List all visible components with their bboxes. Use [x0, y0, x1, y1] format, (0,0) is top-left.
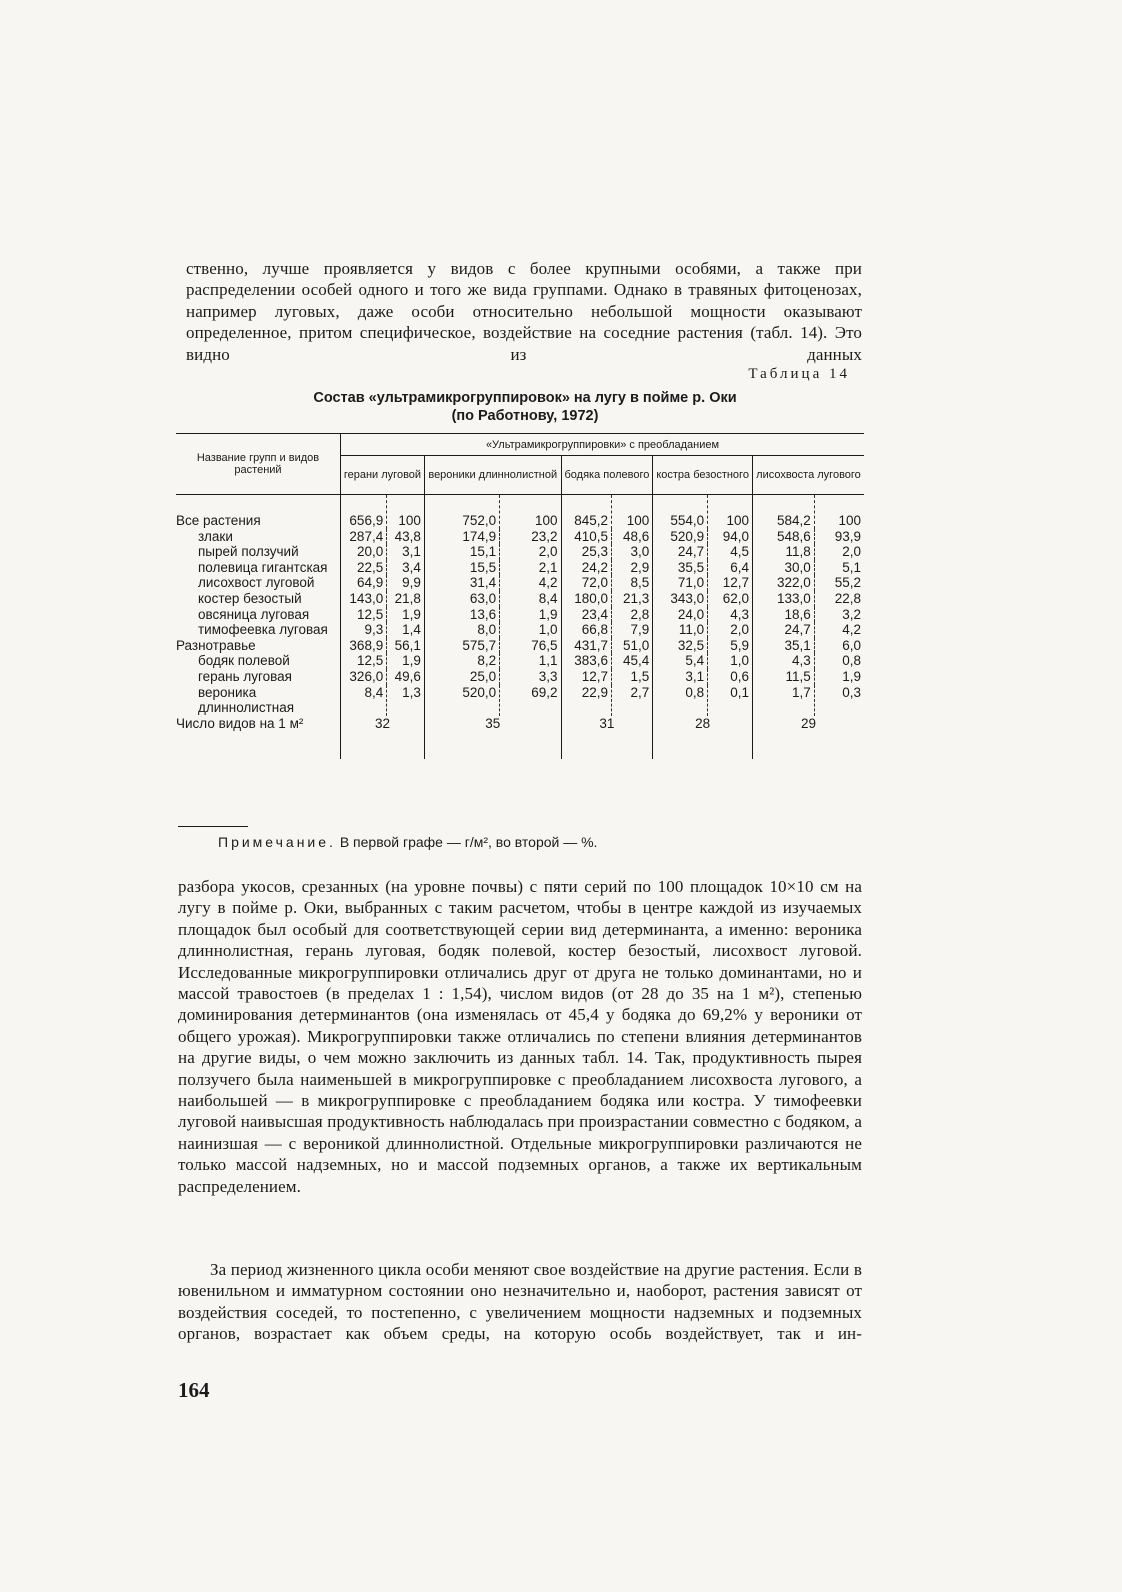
species-count-cell: 29 [752, 716, 864, 732]
percent-cell: 2,0 [708, 622, 753, 638]
table-row [176, 544, 864, 560]
percent-cell: 2,9 [612, 560, 653, 576]
paragraph-bottom: За период жизненного цикла особи меняют свое воздействие на другие растения. Если в ювенильном и имматурном состоянии оно незначительно и, наоборот, растения зависят от воздействия соседей, то постепенно, с увеличением мощности надземных и подземных органов, возрастает как объем среды, на которую особь воздействует, так и ин- [178, 1260, 862, 1344]
percent-cell: 1,9 [500, 607, 561, 623]
percent-cell: 45,4 [612, 653, 653, 669]
mass-cell: 24,0 [653, 607, 708, 623]
mass-cell: 22,9 [561, 685, 612, 716]
species-count-cell: 35 [424, 716, 561, 732]
spacer-cell [653, 731, 753, 759]
row-name [176, 622, 341, 638]
row-name [176, 495, 341, 529]
percent-cell: 48,6 [612, 529, 653, 545]
mass-cell: 383,6 [561, 653, 612, 669]
mass-cell: 11,5 [752, 669, 814, 685]
mass-cell: 752,0 [424, 495, 499, 529]
mass-cell: 25,0 [424, 669, 499, 685]
mass-cell: 8,2 [424, 653, 499, 669]
species-count-cell: 32 [341, 716, 425, 732]
row-name-text: тимофеевка луговая [198, 622, 328, 638]
percent-cell: 1,9 [814, 669, 864, 685]
mass-cell: 322,0 [752, 575, 814, 591]
percent-cell: 21,8 [387, 591, 425, 607]
percent-cell: 1,1 [500, 653, 561, 669]
paragraph-top: ственно, лучше проявляется у видов с более крупными особями, а также при распределении особей одного и того же вида группами. Однако в травяных фитоценозах, например луговых, даже особи относительно небольшой мощности оказывают определенное, притом специфическое, воздействие на соседние растения (табл. 14). Это видно из данных [186, 259, 862, 364]
mass-cell: 368,9 [341, 638, 387, 654]
table-row [176, 591, 864, 607]
percent-cell: 5,1 [814, 560, 864, 576]
table-caption-line2: (по Работнову, 1972) [451, 408, 599, 424]
species-header: лисохвоста лугового [752, 456, 864, 495]
table-note [218, 834, 597, 850]
row-name [176, 607, 341, 623]
mass-cell: 584,2 [752, 495, 814, 529]
mass-cell: 32,5 [653, 638, 708, 654]
mass-cell: 35,5 [653, 560, 708, 576]
percent-cell: 8,5 [612, 575, 653, 591]
mass-cell: 63,0 [424, 591, 499, 607]
species-header: костра безостного [653, 456, 753, 495]
row-name [176, 560, 341, 576]
row-name-text: овсяница луговая [198, 606, 310, 622]
mass-cell: 31,4 [424, 575, 499, 591]
table-label: Таблица 14 [748, 366, 850, 382]
mass-cell: 8,4 [341, 685, 387, 716]
percent-cell: 3,2 [814, 607, 864, 623]
mass-cell: 4,3 [752, 653, 814, 669]
mass-cell: 12,5 [341, 653, 387, 669]
row-name [176, 544, 341, 560]
percent-cell: 3,3 [500, 669, 561, 685]
percent-cell: 0,1 [708, 685, 753, 716]
mass-cell: 30,0 [752, 560, 814, 576]
mass-cell: 520,0 [424, 685, 499, 716]
row-name-text: полевица гигантская [198, 559, 328, 575]
percent-cell: 1,0 [500, 622, 561, 638]
mass-cell: 1,7 [752, 685, 814, 716]
spacer-cell [341, 731, 425, 759]
percent-cell: 93,9 [814, 529, 864, 545]
mass-cell: 656,9 [341, 495, 387, 529]
mass-cell: 13,6 [424, 607, 499, 623]
data-table [176, 433, 864, 759]
table-row [176, 560, 864, 576]
row-name [176, 653, 341, 669]
mass-cell: 133,0 [752, 591, 814, 607]
percent-cell: 2,8 [612, 607, 653, 623]
row-name-text: вероника длиннолистная [198, 684, 295, 716]
mass-cell: 431,7 [561, 638, 612, 654]
percent-cell: 4,5 [708, 544, 753, 560]
percent-cell: 23,2 [500, 529, 561, 545]
percent-cell: 2,7 [612, 685, 653, 716]
percent-cell: 3,0 [612, 544, 653, 560]
mass-cell: 12,7 [561, 669, 612, 685]
mass-cell: 72,0 [561, 575, 612, 591]
spacer-cell [561, 731, 653, 759]
mass-cell: 326,0 [341, 669, 387, 685]
percent-cell: 69,2 [500, 685, 561, 716]
footnote-rule [178, 826, 248, 827]
page-number: 164 [178, 1378, 210, 1402]
mass-cell: 66,8 [561, 622, 612, 638]
mass-cell: 410,5 [561, 529, 612, 545]
percent-cell: 3,4 [387, 560, 425, 576]
mass-cell: 24,7 [653, 544, 708, 560]
table-caption [240, 389, 810, 425]
mass-cell: 343,0 [653, 591, 708, 607]
row-name [176, 591, 341, 607]
mass-cell: 23,4 [561, 607, 612, 623]
spacer-cell [424, 731, 561, 759]
percent-cell: 51,0 [612, 638, 653, 654]
row-name-text: бодяк полевой [198, 653, 290, 669]
mass-cell: 845,2 [561, 495, 612, 529]
percent-cell: 6,0 [814, 638, 864, 654]
percent-cell: 3,1 [387, 544, 425, 560]
row-name-text: лисохвост луговой [198, 575, 315, 591]
table-row [176, 638, 864, 654]
row-name-text: злаки [198, 528, 233, 544]
mass-cell: 20,0 [341, 544, 387, 560]
species-header: герани луговой [341, 456, 425, 495]
mass-cell: 15,5 [424, 560, 499, 576]
table-corner-header: Название групп и видов растений [176, 434, 341, 495]
percent-cell: 5,9 [708, 638, 753, 654]
percent-cell: 0,8 [814, 653, 864, 669]
table-row [176, 607, 864, 623]
mass-cell: 22,5 [341, 560, 387, 576]
percent-cell: 1,0 [708, 653, 753, 669]
row-name [176, 638, 341, 654]
species-header: вероники длиннолистной [424, 456, 561, 495]
percent-cell: 94,0 [708, 529, 753, 545]
mass-cell: 24,2 [561, 560, 612, 576]
table-tail-spacer [176, 731, 864, 759]
mass-cell: 174,9 [424, 529, 499, 545]
table-row [176, 575, 864, 591]
table-row [176, 685, 864, 716]
percent-cell: 2,0 [500, 544, 561, 560]
mass-cell: 24,7 [752, 622, 814, 638]
mass-cell: 554,0 [653, 495, 708, 529]
percent-cell: 22,8 [814, 591, 864, 607]
table-group-header: «Ультрамикрогруппировки» с преобладанием [341, 434, 865, 456]
percent-cell: 1,3 [387, 685, 425, 716]
table-row [176, 669, 864, 685]
mass-cell: 9,3 [341, 622, 387, 638]
percent-cell: 100 [814, 495, 864, 529]
table-row [176, 529, 864, 545]
mass-cell: 8,0 [424, 622, 499, 638]
percent-cell: 1,9 [387, 607, 425, 623]
mass-cell: 71,0 [653, 575, 708, 591]
table-row [176, 622, 864, 638]
mass-cell: 180,0 [561, 591, 612, 607]
mass-cell: 287,4 [341, 529, 387, 545]
spacer-cell [176, 731, 341, 759]
percent-cell: 49,6 [387, 669, 425, 685]
mass-cell: 143,0 [341, 591, 387, 607]
table-caption-line1: Состав «ультрамикрогруппировок» на лугу в пойме р. Оки [313, 390, 737, 406]
mass-cell: 12,5 [341, 607, 387, 623]
percent-cell: 100 [387, 495, 425, 529]
species-header: бодяка полевого [561, 456, 653, 495]
row-name-text: герань луговая [198, 668, 292, 684]
mass-cell: 0,8 [653, 685, 708, 716]
row-name [176, 575, 341, 591]
row-name [176, 685, 341, 716]
percent-cell: 0,6 [708, 669, 753, 685]
mass-cell: 520,9 [653, 529, 708, 545]
species-count-cell: 28 [653, 716, 753, 732]
row-name-text: костер безостый [198, 590, 302, 606]
percent-cell: 12,7 [708, 575, 753, 591]
mass-cell: 35,1 [752, 638, 814, 654]
percent-cell: 76,5 [500, 638, 561, 654]
percent-cell: 4,2 [814, 622, 864, 638]
percent-cell: 0,3 [814, 685, 864, 716]
percent-cell: 1,4 [387, 622, 425, 638]
percent-cell: 2,0 [814, 544, 864, 560]
spacer-cell [752, 731, 864, 759]
note-text: В первой графе — г/м², во второй — %. [339, 834, 598, 850]
species-count-cell: 31 [561, 716, 653, 732]
row-name [176, 669, 341, 685]
row-name-text: Все растения [176, 513, 261, 528]
percent-cell: 4,2 [500, 575, 561, 591]
percent-cell: 1,9 [387, 653, 425, 669]
note-label: Примечание. [218, 834, 336, 850]
percent-cell: 56,1 [387, 638, 425, 654]
row-name [176, 529, 341, 545]
percent-cell: 100 [612, 495, 653, 529]
table-row [176, 653, 864, 669]
mass-cell: 11,8 [752, 544, 814, 560]
mass-cell: 64,9 [341, 575, 387, 591]
percent-cell: 7,9 [612, 622, 653, 638]
mass-cell: 3,1 [653, 669, 708, 685]
percent-cell: 4,3 [708, 607, 753, 623]
percent-cell: 9,9 [387, 575, 425, 591]
mass-cell: 15,1 [424, 544, 499, 560]
mass-cell: 25,3 [561, 544, 612, 560]
percent-cell: 100 [500, 495, 561, 529]
mass-cell: 18,6 [752, 607, 814, 623]
row-name-text: Разнотравье [176, 637, 256, 653]
mass-cell: 5,4 [653, 653, 708, 669]
percent-cell: 8,4 [500, 591, 561, 607]
percent-cell: 62,0 [708, 591, 753, 607]
mass-cell: 548,6 [752, 529, 814, 545]
table-row [176, 495, 864, 529]
mass-cell: 11,0 [653, 622, 708, 638]
species-count-label: Число видов на 1 м² [176, 715, 304, 731]
percent-cell: 55,2 [814, 575, 864, 591]
table-body [176, 495, 864, 760]
row-name-text: пырей ползучий [198, 544, 299, 560]
paragraph-middle: разбора укосов, срезанных (на уровне почвы) с пяти серий по 100 площадок 10×10 см на лугу в пойме р. Оки, выбранных с таким расчетом, чтобы в центре каждой из изучаемых площадок был особый для соответствующей серии вид детерминанта, а именно: вероника длиннолистная, герань луговая, бодяк полевой, костер безостый, лисохвост луговой. Исследованные микрогруппировки отличались друг от друга не только доминантами, но и массой травостоев (в пределах 1 : 1,54), числом видов (от 28 до 35 на 1 м²), степенью доминирования детерминантов (она изменялась от 45,4 у бодяка до 69,2% у вероники от общего урожая). Микрогруппировки также отличались по степени влияния детерминантов на другие виды, о чем можно заключить из данных табл. 14. Так, продуктивность пырея ползучего была наименьшей в микрогруппировке с преобладанием лисохвоста лугового, а наибольшей — в микрогруппировке с преобладанием бодяка или костра. У тимофеевки луговой наивысшая продуктивность наблюдалась при произрастании совместно с бодяком, а наинизшая — с вероникой длиннолистной. Отдельные микрогруппировки различаются не только массой надземных, но и массой подземных органов, а также их вертикальным распределением. [178, 877, 862, 1196]
mass-cell: 575,7 [424, 638, 499, 654]
percent-cell: 100 [708, 495, 753, 529]
species-count-row [176, 716, 864, 732]
percent-cell: 6,4 [708, 560, 753, 576]
percent-cell: 43,8 [387, 529, 425, 545]
percent-cell: 2,1 [500, 560, 561, 576]
percent-cell: 1,5 [612, 669, 653, 685]
percent-cell: 21,3 [612, 591, 653, 607]
